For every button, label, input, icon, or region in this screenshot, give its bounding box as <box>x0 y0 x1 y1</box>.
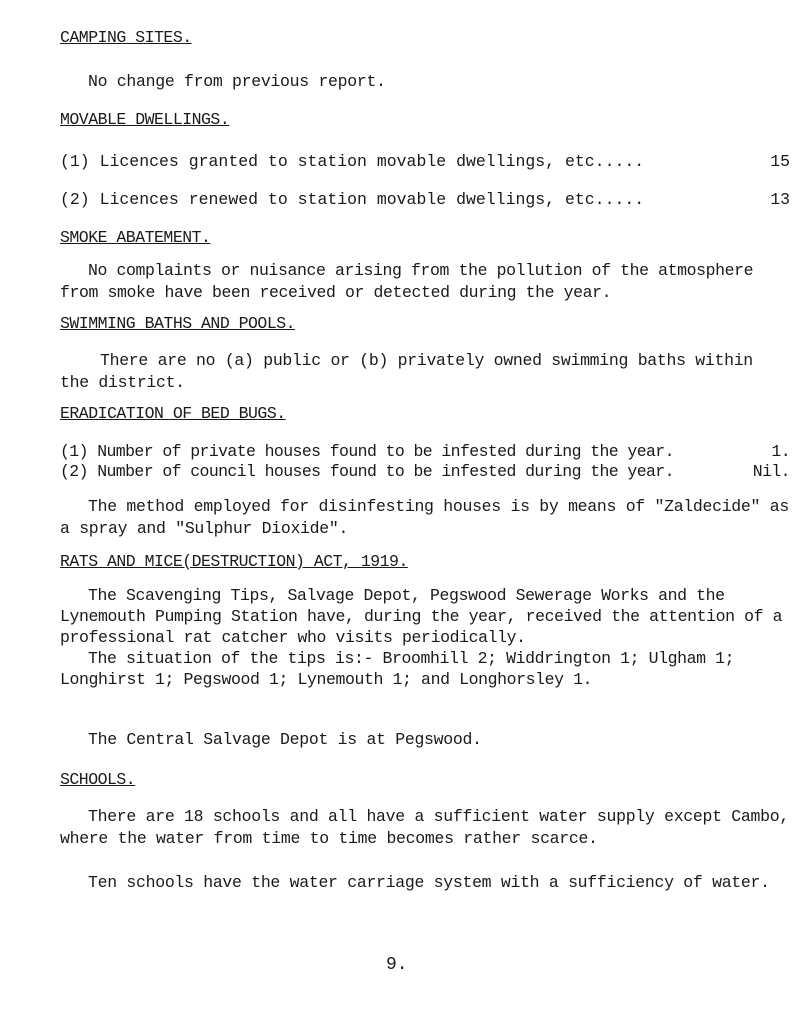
movable-dwellings-heading: MOVABLE DWELLINGS. <box>60 110 230 129</box>
bed-bugs-item-1 <box>60 442 790 461</box>
camping-sites-heading: CAMPING SITES. <box>60 28 192 47</box>
movable-item-1-label: (1) Licences granted to station movable dwellings, etc..... <box>60 152 645 171</box>
schools-heading: SCHOOLS. <box>60 770 136 789</box>
smoke-abatement-heading: SMOKE ABATEMENT. <box>60 228 211 247</box>
movable-item-1-value: 15 <box>770 152 790 171</box>
rats-situation-text: The situation of the tips is:- Broomhill 2; Widdrington 1; Ulgham 1; Longhirst 1; Pegswood 1; Lynemouth 1; and Longhorsley 1. <box>60 649 735 689</box>
page-number: 9. <box>386 955 408 975</box>
swimming-baths-heading: SWIMMING BATHS AND POOLS. <box>60 314 296 333</box>
schools-water-supply-text: There are 18 schools and all have a sufficient water supply except Cambo, where the water from time to time becomes rather scarce. <box>60 807 789 848</box>
rats-salvage-depot-text: The Central Salvage Depot is at Pegswood. <box>88 730 482 749</box>
rats-mice-act-heading: RATS AND MICE(DESTRUCTION) ACT, 1919. <box>60 552 408 571</box>
movable-item-2 <box>60 190 790 209</box>
movable-item-1 <box>60 152 790 171</box>
movable-item-2-label: (2) Licences renewed to station movable dwellings, etc..... <box>60 190 645 209</box>
camping-sites-text: No change from previous report. <box>88 72 386 91</box>
bed-bugs-item-2-label: (2) Number of council houses found to be infested during the year. <box>60 462 674 481</box>
bed-bugs-item-2 <box>60 462 790 481</box>
bed-bugs-method-text: The method employed for disinfesting houses is by means of "Zaldecide" as a spray and "Sulphur Dioxide". <box>60 497 789 538</box>
bed-bugs-item-2-value: Nil. <box>752 462 790 481</box>
bed-bugs-item-1-value: 1. <box>771 442 790 461</box>
smoke-abatement-text: No complaints or nuisance arising from the pollution of the atmosphere from smoke have been received or detected during the year. <box>60 261 754 302</box>
schools-water-carriage-text: Ten schools have the water carriage system with a sufficiency of water. <box>88 873 770 892</box>
rats-tips-text: The Scavenging Tips, Salvage Depot, Pegswood Sewerage Works and the Lynemouth Pumping Station have, during the year, received the attention of a professional rat catcher who visits periodically. <box>60 586 783 647</box>
movable-item-2-value: 13 <box>770 190 790 209</box>
swimming-baths-text: There are no (a) public or (b) privately owned swimming baths within the district. <box>60 351 753 392</box>
bed-bugs-item-1-label: (1) Number of private houses found to be infested during the year. <box>60 442 674 461</box>
bed-bugs-heading: ERADICATION OF BED BUGS. <box>60 404 286 423</box>
